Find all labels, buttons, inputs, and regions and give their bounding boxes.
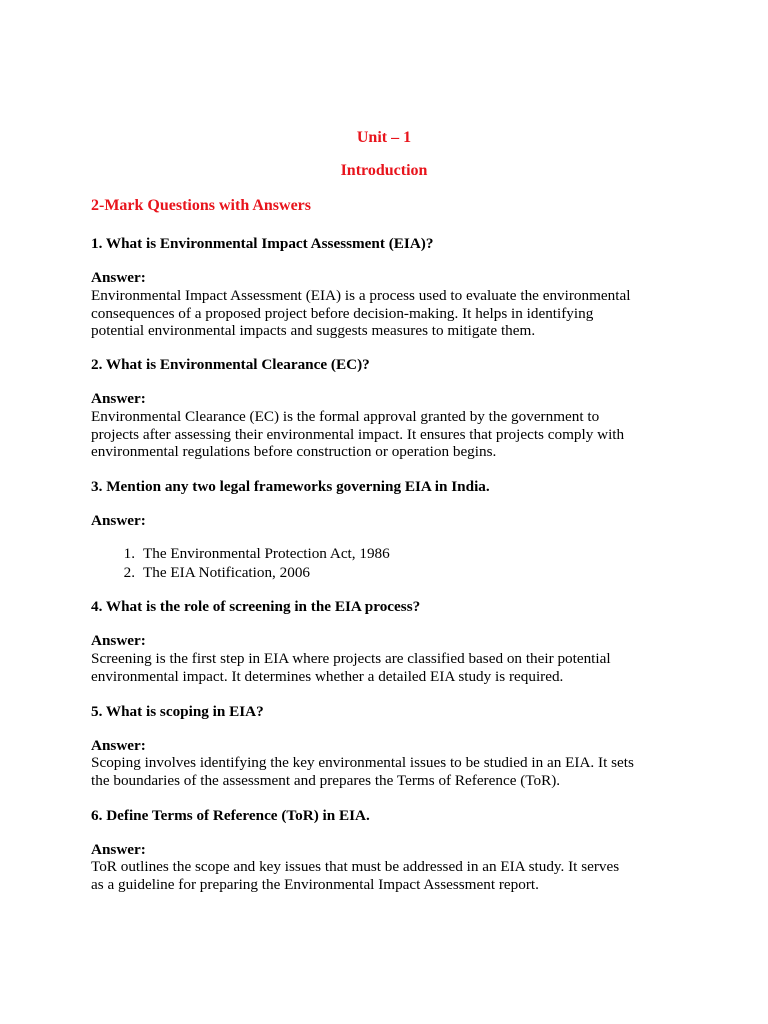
question-5: 5. What is scoping in EIA? xyxy=(91,703,264,720)
answer-line: the boundaries of the assessment and prepares the Terms of Reference (ToR). xyxy=(91,771,561,789)
answer-line: potential environmental impacts and suggests measures to mitigate them. xyxy=(91,322,536,339)
answer-line: environmental regulations before construction or operation begins. xyxy=(91,443,497,460)
answer-line: as a guideline for preparing the Environmental Impact Assessment report. xyxy=(91,875,539,893)
answer-line: Environmental Impact Assessment (EIA) is a process used to evaluate the environmental xyxy=(91,287,631,304)
unit-title: Unit – 1 xyxy=(356,129,412,146)
question-1: 1. What is Environmental Impact Assessment (EIA)? xyxy=(91,235,434,252)
answer-label-5: Answer: xyxy=(91,737,146,754)
question-3: 3. Mention any two legal frameworks governing EIA in India. xyxy=(91,478,490,495)
question-6: 6. Define Terms of Reference (ToR) in EIA. xyxy=(91,807,370,824)
answer-line: consequences of a proposed project before decision-making. It helps in identifying xyxy=(91,304,594,322)
answer-line: Environmental Clearance (EC) is the formal approval granted by the government to xyxy=(91,408,600,425)
list-number: 1. xyxy=(123,545,135,562)
answer-label-4: Answer: xyxy=(91,632,146,649)
section-heading: 2-Mark Questions with Answers xyxy=(91,197,312,214)
answer-1 xyxy=(91,287,691,340)
answer-line: Screening is the first step in EIA where projects are classified based on their potential xyxy=(91,650,611,667)
answer-line: ToR outlines the scope and key issues that must be addressed in an EIA study. It serves xyxy=(91,858,620,875)
list-number: 2. xyxy=(123,564,135,581)
answer-line: environmental impact. It determines whether a detailed EIA study is required. xyxy=(91,667,564,685)
answer-label-2: Answer: xyxy=(91,390,146,407)
answer-line: projects after assessing their environmental impact. It ensures that projects comply with xyxy=(91,425,625,443)
answer-label-1: Answer: xyxy=(91,269,146,286)
question-4: 4. What is the role of screening in the EIA process? xyxy=(91,598,421,615)
chapter-title: Introduction xyxy=(340,162,428,179)
answer-label-3: Answer: xyxy=(91,512,146,529)
list-item xyxy=(91,545,390,563)
list-text: The EIA Notification, 2006 xyxy=(143,564,311,581)
question-2: 2. What is Environmental Clearance (EC)? xyxy=(91,356,370,373)
answer-2 xyxy=(91,408,691,461)
answer-4 xyxy=(91,650,691,685)
list-item xyxy=(91,564,310,582)
answer-line: Scoping involves identifying the key environmental issues to be studied in an EIA. It sets xyxy=(91,754,634,771)
list-text: The Environmental Protection Act, 1986 xyxy=(143,545,390,562)
answer-5 xyxy=(91,754,691,789)
answer-6 xyxy=(91,858,691,893)
answer-label-6: Answer: xyxy=(91,841,146,858)
